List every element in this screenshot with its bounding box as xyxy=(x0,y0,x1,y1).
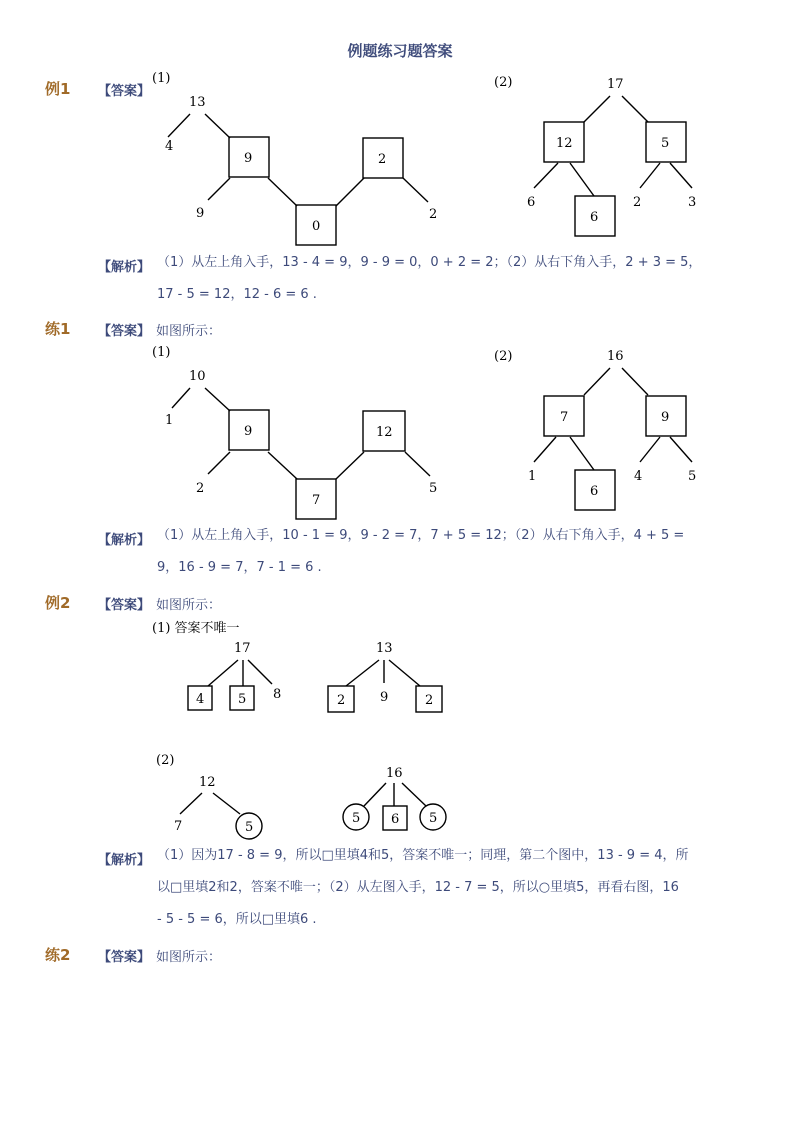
node-top: 16 xyxy=(607,349,624,364)
node-right: 8 xyxy=(273,687,282,702)
box-value: 7 xyxy=(560,410,569,425)
analysis-line: - 5 - 5 = 6，所以□里填6 . xyxy=(157,912,317,927)
answer-tag: 【答案】 xyxy=(98,84,151,99)
box-value: 12 xyxy=(556,136,573,151)
answer-tag: 【答案】 xyxy=(98,598,151,613)
box-value: 6 xyxy=(590,484,599,499)
analysis-line: （1）因为17 - 8 = 9，所以□里填4和5，答案不唯一；同理，第二个图中，13 - 9 = 4，所 xyxy=(157,848,689,863)
node-left: 7 xyxy=(174,819,183,834)
analysis-tag: 【解析】 xyxy=(98,533,151,548)
box-value: 2 xyxy=(337,693,346,708)
box-value: 5 xyxy=(238,692,247,707)
analysis-line: 17 - 5 = 12，12 - 6 = 6 . xyxy=(157,287,317,302)
node-top: 10 xyxy=(189,369,206,384)
node-left: 1 xyxy=(165,413,174,428)
answer-tag: 【答案】 xyxy=(98,950,151,965)
page-title: 例题练习题答案 xyxy=(347,42,453,60)
circle-value: 5 xyxy=(352,811,361,826)
node-low: 2 xyxy=(633,195,642,210)
node-low: 9 xyxy=(196,206,205,221)
part-label: (2) xyxy=(156,753,175,768)
node-low: 4 xyxy=(634,469,643,484)
example-2-label: 例2 xyxy=(45,594,71,612)
node-low: 2 xyxy=(429,207,438,222)
node-low: 1 xyxy=(528,469,537,484)
analysis-line: （1）从左上角入手，13 - 4 = 9，9 - 9 = 0，0 + 2 = 2；（2）从右下角入手，2 + 3 = 5， xyxy=(157,255,702,270)
node-low: 3 xyxy=(688,195,697,210)
node-low: 5 xyxy=(688,469,697,484)
node-top: 16 xyxy=(386,766,403,781)
answer-text: 如图所示： xyxy=(156,598,222,613)
example-1-label: 例1 xyxy=(45,80,71,98)
answer-text: 如图所示： xyxy=(156,324,222,339)
node-top: 13 xyxy=(189,95,206,110)
node-left: 4 xyxy=(165,139,174,154)
answer-tag: 【答案】 xyxy=(98,324,151,339)
analysis-line: 以□里填2和2，答案不唯一；（2）从左图入手，12 - 7 = 5，所以○里填5，再看右图，16 xyxy=(157,880,679,895)
box-value: 9 xyxy=(244,424,253,439)
node-top: 13 xyxy=(376,641,393,656)
practice-1-label: 练1 xyxy=(45,320,71,338)
node-mid: 9 xyxy=(380,690,389,705)
answer-text: 如图所示： xyxy=(156,950,222,965)
box-value: 4 xyxy=(196,692,205,707)
circle-value: 5 xyxy=(429,811,438,826)
box-value: 5 xyxy=(661,136,670,151)
practice-2-label: 练2 xyxy=(45,946,71,964)
analysis-tag: 【解析】 xyxy=(98,853,151,868)
circle-value: 5 xyxy=(245,820,254,835)
box-value: 6 xyxy=(391,812,400,827)
part-label: (2) xyxy=(494,349,513,364)
box-value: 0 xyxy=(312,219,321,234)
box-value: 9 xyxy=(244,151,253,166)
part-label: (1) xyxy=(152,345,171,360)
node-low: 5 xyxy=(429,481,438,496)
node-low: 2 xyxy=(196,481,205,496)
node-top: 17 xyxy=(234,641,251,656)
box-value: 2 xyxy=(378,152,387,167)
part-label: (1) xyxy=(152,71,171,86)
box-value: 12 xyxy=(376,425,393,440)
node-low: 6 xyxy=(527,195,536,210)
box-value: 2 xyxy=(425,693,434,708)
part-label: (2) xyxy=(494,75,513,90)
analysis-line: 9，16 - 9 = 7，7 - 1 = 6 . xyxy=(157,560,322,575)
analysis-tag: 【解析】 xyxy=(98,260,151,275)
box-value: 6 xyxy=(590,210,599,225)
box-value: 9 xyxy=(661,410,670,425)
ex2-analysis xyxy=(157,840,777,936)
part-note: (1) 答案不唯一 xyxy=(152,621,240,636)
analysis-line: （1）从左上角入手，10 - 1 = 9，9 - 2 = 7，7 + 5 = 12；（2）从右下角入手，4 + 5 = xyxy=(157,528,685,543)
node-top: 12 xyxy=(199,775,216,790)
box-value: 7 xyxy=(312,493,321,508)
node-top: 17 xyxy=(607,77,624,92)
